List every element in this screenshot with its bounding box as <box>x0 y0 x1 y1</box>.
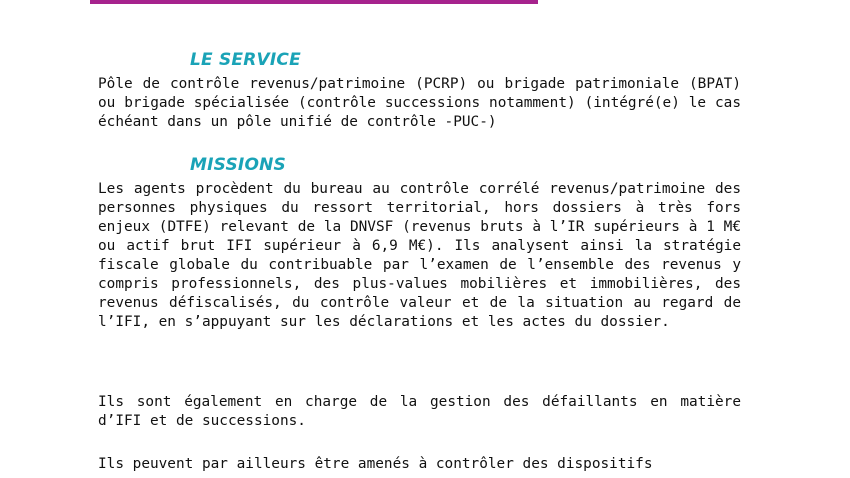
top-accent-bar <box>90 0 538 4</box>
missions-heading: MISSIONS <box>190 155 286 175</box>
missions-paragraph-2: Ils sont également en charge de la gestion des défaillants en matière d’IFI et de successions. <box>98 394 741 429</box>
service-description: Pôle de contrôle revenus/patrimoine (PCRP) ou brigade patrimoniale (BPAT) ou brigade spécialisée (contrôle successions notamment) (intégré(e) le cas échéant dans un pôle unifié de contrôle -PUC-) <box>98 76 741 130</box>
missions-paragraph-3: Ils peuvent par ailleurs être amenés à contrôler des dispositifs <box>98 456 653 472</box>
missions-paragraph-1: Les agents procèdent du bureau au contrôle corrélé revenus/patrimoine des personnes physiques du ressort territorial, hors dossiers à très fors enjeux (DTFE) relevant de la DNVSF (revenus bruts à l’IR supérieurs à 1 M€ ou actif brut IFI supérieur à 6,9 M€). Ils analysent ainsi la stratégie fiscale globale du contribuable par l’examen de l’ensemble des revenus y compris professionnels, des plus-values mobilières et immobilières, des revenus défiscalisés, du contrôle valeur et de la situation au regard de l’IFI, en s’appuyant sur les déclarations et les actes du dossier. <box>98 181 741 330</box>
service-heading: LE SERVICE <box>190 50 301 70</box>
